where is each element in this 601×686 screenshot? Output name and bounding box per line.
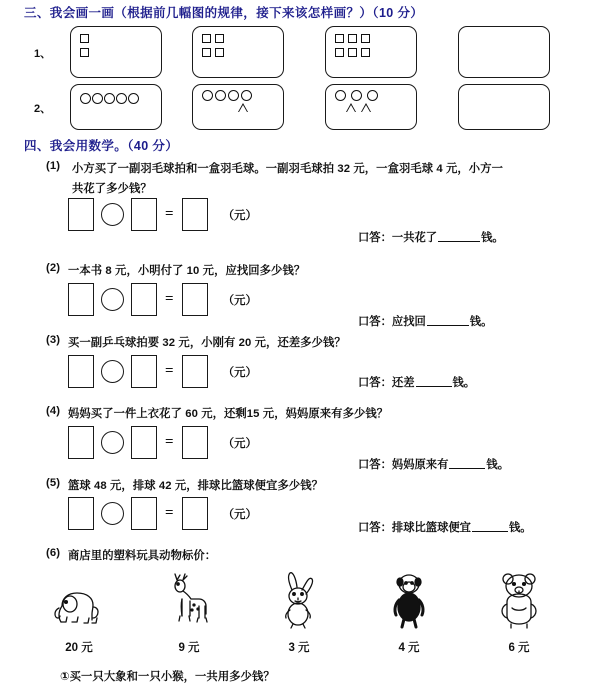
operator-circle[interactable] — [101, 360, 124, 383]
problem-6-text: 商店里的塑料玩具动物标价： — [68, 550, 217, 562]
circle-shape — [215, 90, 226, 101]
square-shape — [215, 48, 224, 57]
result-box[interactable] — [182, 355, 208, 388]
problem-3-number: (3) — [46, 334, 61, 346]
problem-5-text-line1: 篮球 48 元，排球 42 元，排球比篮球便宜多少钱？ — [68, 480, 324, 492]
problem-2-equation[interactable] — [68, 283, 257, 316]
pattern-box-2-3[interactable] — [325, 84, 417, 130]
rabbit-icon — [256, 568, 342, 630]
square-shape — [348, 48, 357, 57]
answer-suffix: 钱。 — [452, 377, 476, 389]
problem-2-number: (2) — [46, 262, 61, 274]
square-shape — [215, 34, 224, 43]
triangle-shape — [361, 103, 371, 112]
unit-label: （元） — [222, 366, 258, 379]
square-shape — [80, 48, 89, 57]
operator-circle[interactable] — [101, 203, 124, 226]
problem-4-answer-line[interactable] — [358, 456, 509, 472]
price-item-deer — [146, 568, 232, 630]
operand-box-1[interactable] — [68, 355, 94, 388]
operand-box-1[interactable] — [68, 198, 94, 231]
unit-label: （元） — [222, 508, 258, 521]
circle-shape — [335, 90, 346, 101]
section-three-heading: 三、我会画一画（根据前几幅图的规律，接下来该怎样画？）（10 分） — [24, 6, 424, 20]
problem-1-text-line1: 小方买了一副羽毛球拍和一盒羽毛球。一副羽毛球拍 32 元，一盒羽毛球 4 元，小方一 — [72, 163, 503, 175]
price-label-elephant: 20 元 — [65, 642, 93, 654]
operand-box-1[interactable] — [68, 283, 94, 316]
square-shape — [348, 34, 357, 43]
price-label-monkey: 4 元 — [398, 642, 420, 654]
price-label-deer: 9 元 — [178, 642, 200, 654]
monkey-icon — [366, 568, 452, 630]
square-shape — [202, 34, 211, 43]
answer-suffix: 钱。 — [508, 522, 532, 534]
price-item-bear — [476, 568, 562, 630]
problem-4-text-line1: 妈妈买了一件上衣花了 60 元，还剩15 元，妈妈原来有多少钱？ — [68, 408, 389, 420]
operand-box-1[interactable] — [68, 426, 94, 459]
operand-box-2[interactable] — [131, 198, 157, 231]
pattern-box-1-3[interactable] — [325, 26, 417, 78]
circle-shape — [241, 90, 252, 101]
result-box[interactable] — [182, 426, 208, 459]
operand-box-2[interactable] — [131, 426, 157, 459]
circle-shape — [202, 90, 213, 101]
pattern-box-1-1[interactable] — [70, 26, 162, 78]
answer-prefix: 口答：还差 — [358, 377, 415, 389]
pattern-box-2-2[interactable] — [192, 84, 284, 130]
circle-shape — [351, 90, 362, 101]
deer-icon — [146, 568, 232, 630]
operand-box-2[interactable] — [131, 283, 157, 316]
circle-shape — [104, 93, 115, 104]
section-four-heading: 四、我会用数学。（40 分） — [24, 139, 179, 153]
square-shape — [361, 48, 370, 57]
answer-blank[interactable] — [472, 520, 508, 532]
operand-box-2[interactable] — [131, 355, 157, 388]
answer-prefix: 口答：一共花了 — [358, 232, 438, 244]
problem-4-number: (4) — [46, 405, 61, 417]
answer-suffix: 钱。 — [481, 232, 504, 244]
operand-box-1[interactable] — [68, 497, 94, 530]
equals-sign: = — [165, 505, 174, 521]
square-shape — [80, 34, 89, 43]
bear-icon — [476, 568, 562, 630]
equals-sign: = — [165, 291, 174, 307]
price-item-monkey — [366, 568, 452, 630]
result-box[interactable] — [182, 283, 208, 316]
answer-prefix: 口答：妈妈原来有 — [358, 459, 449, 471]
circle-shape — [92, 93, 103, 104]
unit-label: （元） — [222, 437, 258, 450]
equals-sign: = — [165, 206, 174, 222]
circle-shape — [367, 90, 378, 101]
price-item-elephant — [36, 568, 122, 630]
square-shape — [335, 48, 344, 57]
answer-suffix: 钱。 — [469, 316, 493, 328]
price-label-rabbit: 3 元 — [288, 642, 310, 654]
problem-3-text-line1: 买一副乒乓球拍要 32 元，小刚有 20 元，还差多少钱？ — [68, 337, 346, 349]
problem-3-answer-line[interactable] — [358, 374, 475, 390]
pattern-box-1-2[interactable] — [192, 26, 284, 78]
unit-label: （元） — [222, 209, 258, 222]
circle-shape — [80, 93, 91, 104]
square-shape — [202, 48, 211, 57]
pattern-row-label-2: 2、 — [34, 103, 52, 115]
problem-5-equation[interactable] — [68, 497, 257, 530]
circle-shape — [228, 90, 239, 101]
answer-blank[interactable] — [438, 230, 480, 242]
problem-2-text-line1: 一本书 8 元，小明付了 10 元，应找回多少钱？ — [68, 265, 306, 277]
problem-6-question-1: ①买一只大象和一只小猴，一共用多少钱？ — [60, 671, 275, 683]
problem-3-equation[interactable] — [68, 355, 257, 388]
result-box[interactable] — [182, 198, 208, 231]
answer-prefix: 口答：排球比篮球便宜 — [358, 522, 471, 534]
operand-box-2[interactable] — [131, 497, 157, 530]
elephant-icon — [36, 568, 122, 630]
unit-label: （元） — [222, 294, 258, 307]
problem-1-text-line2: 共花了多少钱？ — [72, 183, 152, 195]
pattern-box-1-4-answer[interactable] — [458, 26, 550, 78]
circle-shape — [128, 93, 139, 104]
answer-blank[interactable] — [416, 375, 452, 387]
triangle-shape — [346, 103, 356, 112]
result-box[interactable] — [182, 497, 208, 530]
square-shape — [361, 34, 370, 43]
answer-blank[interactable] — [427, 314, 469, 326]
problem-1-equation[interactable] — [68, 198, 257, 231]
problem-4-equation[interactable] — [68, 426, 257, 459]
problem-5-number: (5) — [46, 477, 61, 489]
price-label-bear: 6 元 — [508, 642, 530, 654]
operator-circle[interactable] — [101, 288, 124, 311]
equals-sign: = — [165, 363, 174, 379]
triangle-shape — [238, 103, 248, 112]
problem-2-answer-line[interactable] — [358, 313, 492, 329]
answer-prefix: 口答：应找回 — [358, 316, 426, 328]
problem-5-answer-line[interactable] — [358, 519, 532, 535]
circle-shape — [116, 93, 127, 104]
square-shape — [335, 34, 344, 43]
price-item-rabbit — [256, 568, 342, 630]
operator-circle[interactable] — [101, 502, 124, 525]
answer-suffix: 钱。 — [486, 459, 509, 471]
pattern-box-2-4-answer[interactable] — [458, 84, 550, 130]
problem-6-number: (6) — [46, 547, 61, 559]
pattern-box-2-1[interactable] — [70, 84, 162, 130]
equals-sign: = — [165, 434, 174, 450]
answer-blank[interactable] — [449, 457, 485, 469]
pattern-row-label-1: 1、 — [34, 48, 52, 60]
problem-1-answer-line[interactable] — [358, 229, 504, 245]
problem-1-number: (1) — [46, 160, 61, 172]
operator-circle[interactable] — [101, 431, 124, 454]
